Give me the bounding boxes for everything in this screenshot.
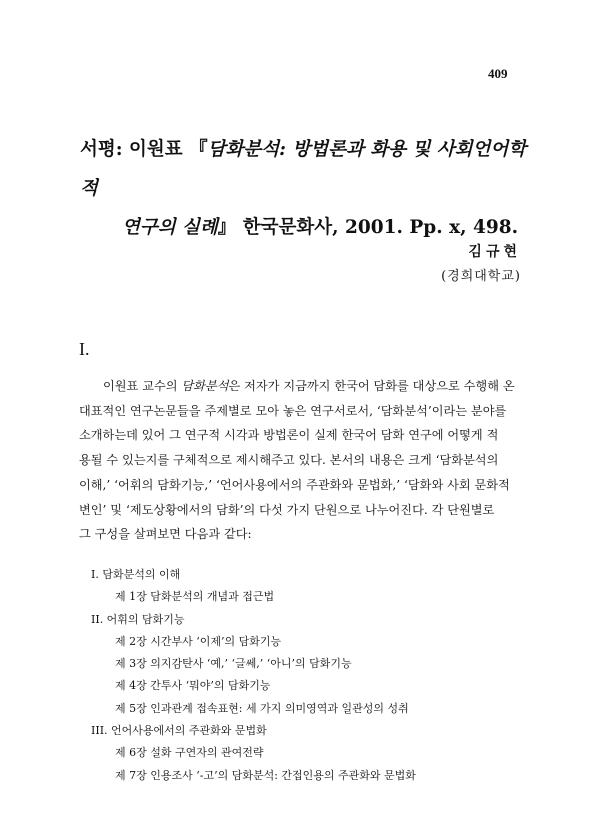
book-title-part2: 연구의 실례 bbox=[122, 217, 218, 238]
body-line-7 bbox=[79, 522, 523, 547]
toc-chapter: 제 5장 인과관계 접속표현: 세 가지 의미영역과 일관성의 성취 bbox=[115, 701, 409, 715]
body-line-3-text: 소개하는데 있어 그 연구적 시각과 방법론이 실제 한국어 담화 연구에 어떻게 적 bbox=[79, 428, 499, 443]
table-of-contents bbox=[91, 564, 531, 787]
toc-chapter: 제 6장 설화 구연자의 관여전략 bbox=[115, 746, 264, 760]
toc-part: II. 어휘의 담화기능 bbox=[91, 612, 185, 626]
body-line-1 bbox=[79, 374, 523, 399]
toc-chapter: 제 4장 간투사 ‘뭐야’의 담화기능 bbox=[115, 679, 271, 693]
body-line-6 bbox=[79, 498, 523, 523]
body-line-5-text: 이해,’ ‘어휘의 담화기능,’ ‘언어사용에서의 주관화와 문법화,’ ‘담화와 사회 문화적 bbox=[79, 477, 510, 492]
toc-chapter: 제 1장 담화분석의 개념과 접근법 bbox=[115, 590, 275, 604]
toc-chapter: 제 3장 의지감탄사 ‘예,’ ‘글쎄,’ ‘아니’의 담화기능 bbox=[115, 657, 352, 671]
page-number: 409 bbox=[488, 66, 508, 81]
body-line-2-text: 대표적인 연구논문들을 주제별로 모아 놓은 연구서로서, ‘담화분석’이라는 분야를 bbox=[79, 403, 507, 418]
toc-part: III. 언어사용에서의 주관화와 문법화 bbox=[91, 724, 267, 738]
body-line-1-prefix: 이원표 교수의 bbox=[103, 379, 182, 393]
author-affiliation: (경희대학교) bbox=[441, 269, 521, 284]
body-line-1-text bbox=[103, 374, 515, 399]
body-line-1-suffix: 은 저자가 지금까지 한국어 담화를 대상으로 수행해 온 bbox=[228, 379, 515, 393]
body-line-2 bbox=[79, 399, 523, 424]
body-line-4-text: 용될 수 있는지를 구체적으로 제시해주고 있다. 본서의 내용은 크게 ‘담화분석의 bbox=[79, 453, 499, 468]
body-paragraph bbox=[79, 374, 523, 547]
body-line-7-text: 그 구성을 살펴보면 다음과 같다: bbox=[79, 527, 252, 542]
toc-chapter: 제 2장 시간부사 ‘이제’의 담화기능 bbox=[115, 634, 282, 648]
section-heading: I. bbox=[79, 339, 90, 359]
review-title bbox=[80, 130, 540, 247]
book-title-mention: 담화분석 bbox=[181, 379, 229, 393]
body-line-5 bbox=[79, 473, 523, 498]
book-title-part1: 담화분석: 방법론과 화용 및 사회언어학적 bbox=[80, 139, 527, 199]
title-prefix: 서평: 이원표 『 bbox=[80, 139, 208, 160]
body-line-4 bbox=[79, 448, 523, 473]
body-line-3 bbox=[79, 423, 523, 448]
author-name: 김규현 bbox=[468, 244, 521, 260]
toc-part: I. 담화분석의 이해 bbox=[91, 568, 181, 581]
body-line-6-text: 변인’ 및 ‘제도상황에서의 담화’의 다섯 가지 단원으로 나누어진다. 각 단원별로 bbox=[79, 502, 495, 517]
title-suffix: 』 한국문화사, 2001. Pp. x, 498. bbox=[217, 217, 519, 238]
toc-chapter: 제 7장 인용조사 ‘-고’의 담화분석: 간접인용의 주관화와 문법화 bbox=[115, 768, 416, 782]
